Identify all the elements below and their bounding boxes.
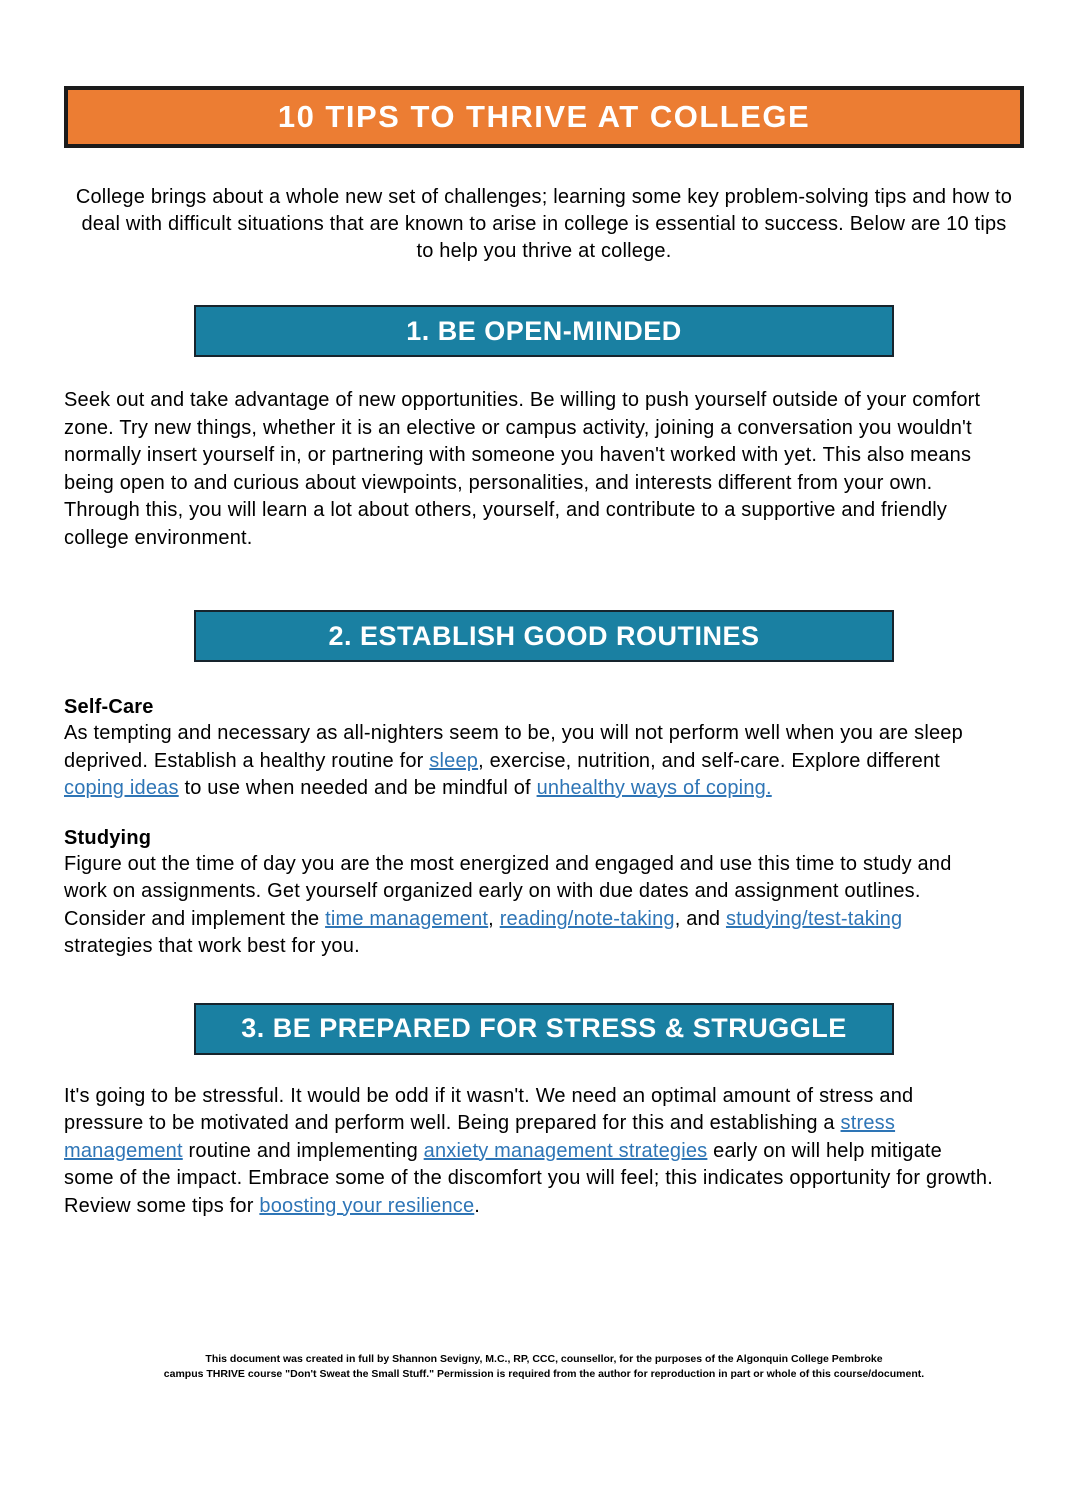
section-3-paragraph [64,1083,996,1221]
studying-block [64,826,996,961]
text-segment: . [474,1194,481,1217]
boosting-your-resilience-link[interactable]: boosting your resilience [259,1194,475,1217]
anxiety-management-strategies-link[interactable]: anxiety management strategies [423,1139,708,1162]
stress-management-link[interactable]: stress management [64,1112,896,1162]
text-segment: Seek out and take advantage of new opportunities. Be willing to push yourself outside of your comfort zone. Try new things, whether it is an elective or campus activity, joining a conversation you wouldn't normally insert yourself in, or partnering with someone you haven't worked with yet. This also means being open to and curious about viewpoints, personalities, and interests different from your own. Through this, you will learn a lot about others, yourself, and contribute to a supportive and friendly college environment. [64,389,981,549]
text-segment: early on will help mitigate some of the impact. Embrace some of the discomfort you will feel; this indicates opportunity for growth. Review some tips for [64,1139,993,1217]
sleep-link[interactable]: sleep [429,749,479,772]
section-1-banner [194,305,894,357]
text-segment: , [488,907,500,930]
text-segment: to use when needed and be mindful of [178,777,537,799]
reading-note-taking-link[interactable]: reading/note-taking [499,907,675,930]
section-2-heading: 2. ESTABLISH GOOD ROUTINES [328,620,760,651]
title-banner [64,86,1024,148]
self-care-block [64,695,996,803]
text-segment: , exercise, nutrition, and self-care. Explore different [478,749,941,772]
text-segment: , and [674,907,726,930]
studying-subheading: Studying [64,826,152,849]
section-1-paragraph [64,387,996,552]
footer-line-1: This document was created in full by Shannon Sevigny, M.C., RP, CCC, counsellor, for the purposes of the Algonquin College Pembroke [205,1353,883,1365]
time-management-link[interactable]: time management [325,907,489,930]
section-1-heading: 1. BE OPEN-MINDED [406,315,682,346]
footer-attribution [0,1352,1088,1382]
self-care-subheading: Self-Care [64,696,154,718]
text-segment: routine and implementing [182,1139,424,1162]
studying-paragraph [64,851,996,961]
intro-paragraph: College brings about a whole new set of challenges; learning some key problem-solving tips and how to deal with difficult situations that are known to arise in college is essential to success. Below are 10 tips to help you thrive at college. [75,186,1013,262]
text-segment: As tempting and necessary as all-nighters seem to be, you will not perform well when you are sleep deprived. Establish a healthy routine for [64,722,963,772]
text-segment: Figure out the time of day you are the most energized and engaged and use this time to study and work on assignments. Get yourself organized early on with due dates and assignment outlines. Consider and implement the [64,852,952,930]
section-3-banner [194,1003,894,1055]
coping-ideas-link[interactable]: coping ideas [64,777,179,799]
unhealthy-ways-of-coping-link[interactable]: unhealthy ways of coping. [536,777,772,799]
section-3-heading: 3. BE PREPARED FOR STRESS & STRUGGLE [241,1013,847,1043]
page-title: 10 TIPS TO THRIVE AT COLLEGE [277,99,811,134]
text-segment: strategies that work best for you. [64,935,360,957]
self-care-paragraph [64,720,996,803]
section-2-banner [194,610,894,662]
text-segment: It's going to be stressful. It would be odd if it wasn't. We need an optimal amount of stress and pressure to be motivated and perform well. Being prepared for this and establishing a [64,1084,914,1134]
studying-test-taking-link[interactable]: studying/test-taking [725,907,903,930]
footer-line-2: campus THRIVE course "Don't Sweat the Small Stuff." Permission is required from the author for reproduction in part or whole of this course/document. [163,1368,925,1380]
